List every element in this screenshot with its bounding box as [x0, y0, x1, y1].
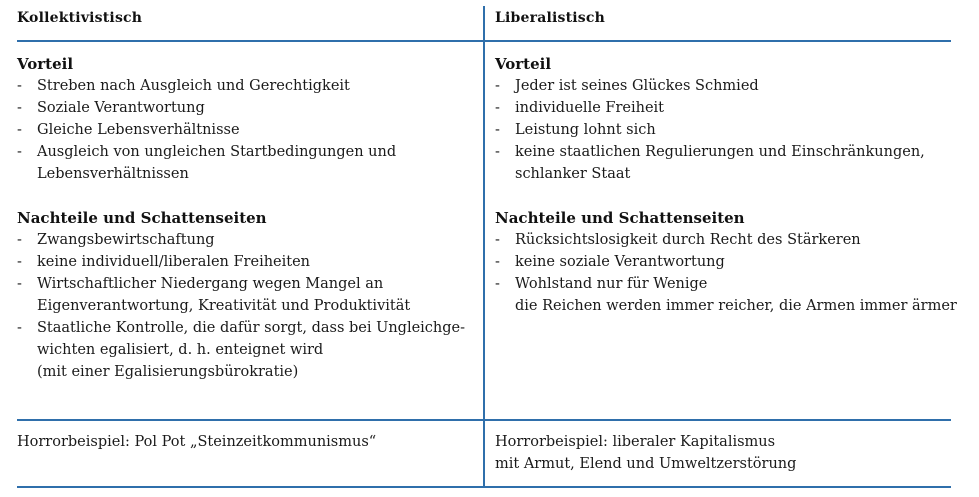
list-item: - individuelle Freiheit [495, 100, 664, 116]
list-item: - Staatliche Kontrolle, die dafür sorgt, dass bei Ungleichge- wichten egalisiert, d. h. enteignet wird (mit einer Egalisierungsbürokratie) [17, 320, 466, 380]
list-item: - Jeder ist seines Glückes Schmied [495, 78, 759, 94]
list-item: - Ausgleich von ungleichen Startbedingungen und Lebensverhältnissen [17, 144, 397, 182]
list-item: - Streben nach Ausgleich und Gerechtigkeit [17, 78, 350, 94]
list-item: - Wirtschaftlicher Niedergang wegen Mangel an Eigenverantwortung, Kreativität und Produktivität [17, 276, 411, 314]
list-item: - Soziale Verantwortung [17, 100, 205, 116]
column-divider [483, 6, 485, 487]
left-column-header: Kollektivistisch [17, 10, 143, 26]
list-item: - keine soziale Verantwortung [495, 254, 725, 270]
list-item: - Wohlstand nur für Wenige die Reichen werden immer reicher, die Armen immer ärmer [495, 276, 957, 314]
right-column-header: Liberalistisch [495, 10, 605, 26]
list-item: - keine individuell/liberalen Freiheiten [17, 254, 311, 270]
list-item: - Gleiche Lebensverhältnisse [17, 122, 240, 138]
left-drawbacks-list [17, 229, 472, 383]
right-footer-example: Horrorbeispiel: liberaler Kapitalismus mit Armut, Elend und Umweltzerstörung [495, 434, 797, 472]
left-advantages-list [17, 75, 472, 185]
list-item: - Rücksichtslosigkeit durch Recht des Stärkeren [495, 232, 861, 248]
right-advantages-title: Vorteil [495, 55, 552, 73]
list-item: - keine staatlichen Regulierungen und Einschränkungen, schlanker Staat [495, 144, 925, 182]
left-advantages-title: Vorteil [17, 55, 74, 73]
list-item: - Leistung lohnt sich [495, 122, 656, 138]
left-footer-example: Horrorbeispiel: Pol Pot „Steinzeitkommunismus“ [17, 434, 377, 450]
right-drawbacks-list [495, 229, 965, 317]
right-column-body [495, 53, 965, 317]
left-column-body [17, 53, 472, 383]
right-drawbacks-title: Nachteile und Schattenseiten [495, 209, 745, 227]
list-item: - Zwangsbewirtschaftung [17, 232, 215, 248]
left-drawbacks-title: Nachteile und Schattenseiten [17, 209, 267, 227]
right-advantages-list [495, 75, 965, 185]
